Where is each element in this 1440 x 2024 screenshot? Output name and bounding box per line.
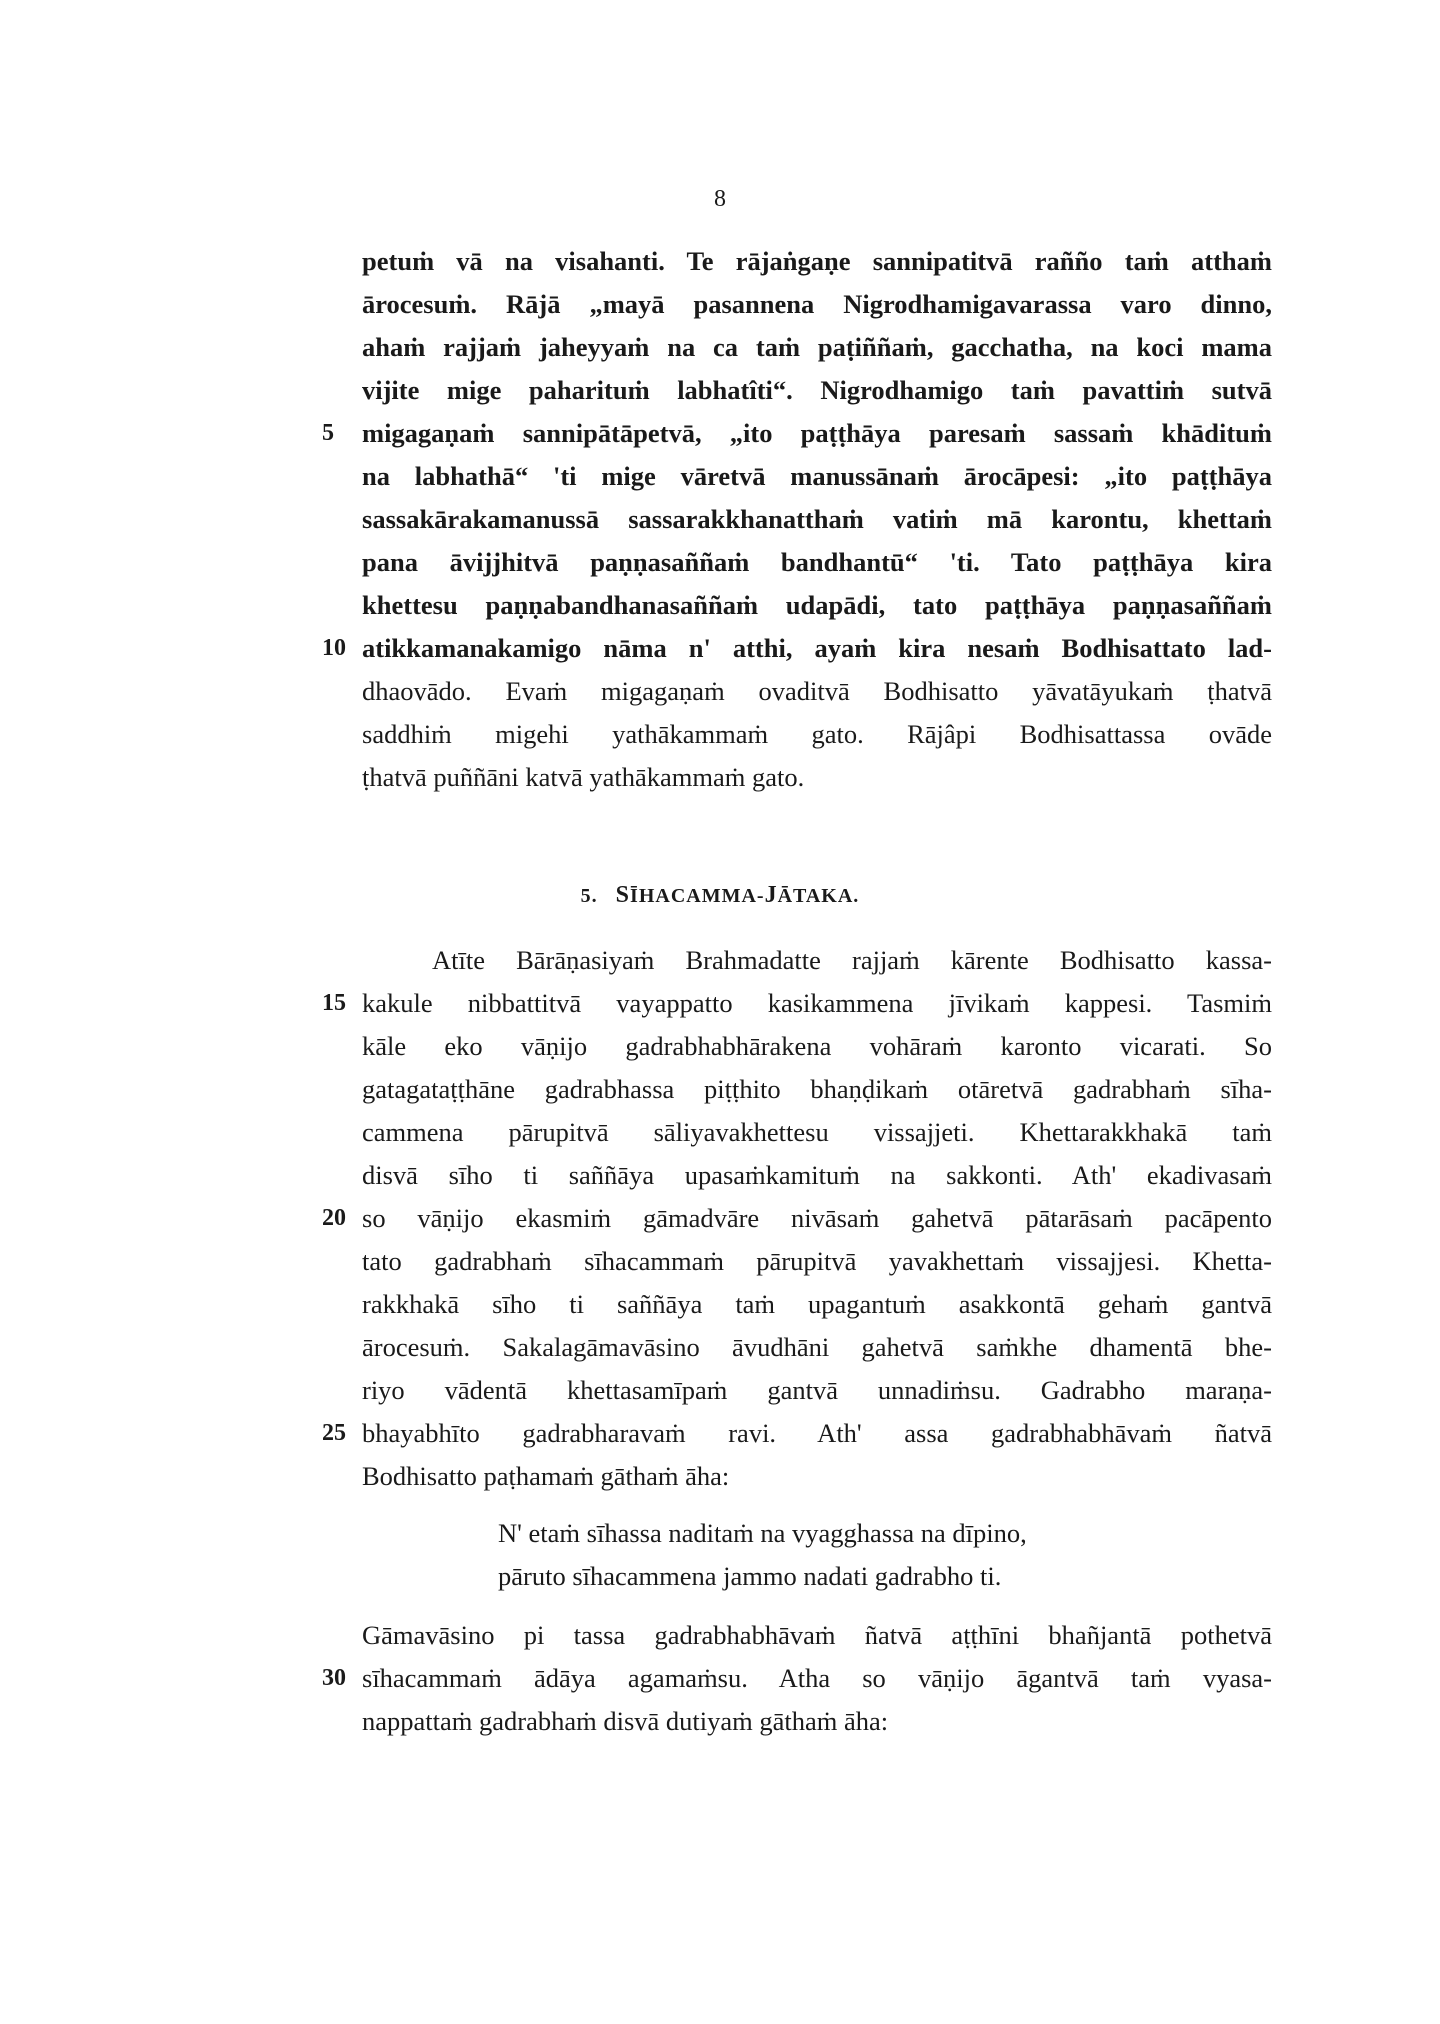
text-line: nappattaṁ gadrabhaṁ disvā dutiyaṁ gāthaṁ āha: (362, 1706, 889, 1736)
text-line: dhaovādo. Evaṁ migagaṇaṁ ovaditvā Bodhisatto yāvatāyukaṁ ṭhatvā (362, 676, 1272, 706)
text-line: na labhathā“ 'ti mige vāretvā manussānaṁ ārocāpesi: „ito paṭṭhāya (362, 461, 1272, 491)
line-number: 10 (322, 635, 346, 661)
text-line: riyo vādentā khettasamīpaṁ gantvā unnadiṁsu. Gadrabho maraṇa- (362, 1375, 1272, 1405)
line-number: 5 (322, 420, 334, 446)
verse-line: pāruto sīhacammena jammo nadati gadrabho ti. (498, 1561, 1002, 1591)
text-line: khettesu paṇṇabandhanasaññaṁ udapādi, tato paṭṭhāya paṇṇasaññaṁ (362, 590, 1272, 620)
verse-line: N' etaṁ sīhassa naditaṁ na vyagghassa na dīpino, (498, 1518, 1027, 1548)
text-line: kāle eko vāṇijo gadrabhabhārakena vohāraṁ karonto vicarati. So (362, 1031, 1272, 1061)
section-heading (0, 882, 1440, 909)
text-line: vijite mige paharituṁ labhatîti“. Nigrodhamigo taṁ pavattiṁ sutvā (362, 375, 1272, 405)
text-line: so vāṇijo ekasmiṁ gāmadvāre nivāsaṁ gahetvā pātarāsaṁ pacāpento (362, 1203, 1272, 1233)
text-line: Bodhisatto paṭhamaṁ gāthaṁ āha: (362, 1461, 730, 1491)
text-line: sassakārakamanussā sassarakkhanatthaṁ vatiṁ mā karontu, khettaṁ (362, 504, 1272, 534)
section-title-part: ĀTAKA. (777, 885, 860, 907)
line-number: 20 (322, 1205, 346, 1231)
text-line: pana āvijjhitvā paṇṇasaññaṁ bandhantū“ 'ti. Tato paṭṭhāya kira (362, 547, 1272, 577)
text-line: ṭhatvā puññāni katvā yathākammaṁ gato. (362, 762, 805, 792)
line-number: 25 (322, 1420, 346, 1446)
section-title-initial: S (615, 882, 631, 908)
text-line: ahaṁ rajjaṁ jaheyyaṁ na ca taṁ paṭiññaṁ, gacchatha, na koci mama (362, 332, 1272, 362)
text-line: tato gadrabhaṁ sīhacammaṁ pārupitvā yavakhettaṁ vissajjesi. Khetta- (362, 1246, 1272, 1276)
text-line: sīhacammaṁ ādāya agamaṁsu. Atha so vāṇijo āgantvā taṁ vyasa- (362, 1663, 1272, 1693)
text-line: cammena pārupitvā sāliyavakhettesu vissajjeti. Khettarakkhakā taṁ (362, 1117, 1272, 1147)
section-title-part: ĪHACAMMA- (630, 885, 765, 907)
section-number: 5. (580, 885, 598, 907)
text-line: bhayabhīto gadrabharavaṁ ravi. Ath' assa gadrabhabhāvaṁ ñatvā (362, 1418, 1272, 1448)
text-line: migagaṇaṁ sannipātāpetvā, „ito paṭṭhāya paresaṁ sassaṁ khādituṁ (362, 418, 1272, 448)
page-number: 8 (714, 186, 726, 212)
text-line: disvā sīho ti saññāya upasaṁkamituṁ na sakkonti. Ath' ekadivasaṁ (362, 1160, 1272, 1190)
text-line: petuṁ vā na visahanti. Te rājaṅgaṇe sannipatitvā rañño taṁ atthaṁ (362, 246, 1272, 276)
text-line: gatagataṭṭhāne gadrabhassa piṭṭhito bhaṇḍikaṁ otāretvā gadrabhaṁ sīha- (362, 1074, 1272, 1104)
text-line: kakule nibbattitvā vayappatto kasikammena jīvikaṁ kappesi. Tasmiṁ (362, 988, 1272, 1018)
text-line: rakkhakā sīho ti saññāya taṁ upagantuṁ asakkontā gehaṁ gantvā (362, 1289, 1272, 1319)
text-line: atikkamanakamigo nāma n' atthi, ayaṁ kira nesaṁ Bodhisattato lad- (362, 633, 1272, 663)
text-line: Atīte Bārāṇasiyaṁ Brahmadatte rajjaṁ kārente Bodhisatto kassa- (432, 945, 1272, 975)
text-line: ārocesuṁ. Sakalagāmavāsino āvudhāni gahetvā saṁkhe dhamentā bhe- (362, 1332, 1272, 1362)
text-line: ārocesuṁ. Rājā „mayā pasannena Nigrodhamigavarassa varo dinno, (362, 289, 1272, 319)
text-line: saddhiṁ migehi yathākammaṁ gato. Rājâpi Bodhisattassa ovāde (362, 719, 1272, 749)
text-line: Gāmavāsino pi tassa gadrabhabhāvaṁ ñatvā aṭṭhīni bhañjantā pothetvā (362, 1620, 1272, 1650)
section-title-initial: J (764, 882, 778, 908)
line-number: 15 (322, 990, 346, 1016)
line-number: 30 (322, 1665, 346, 1691)
